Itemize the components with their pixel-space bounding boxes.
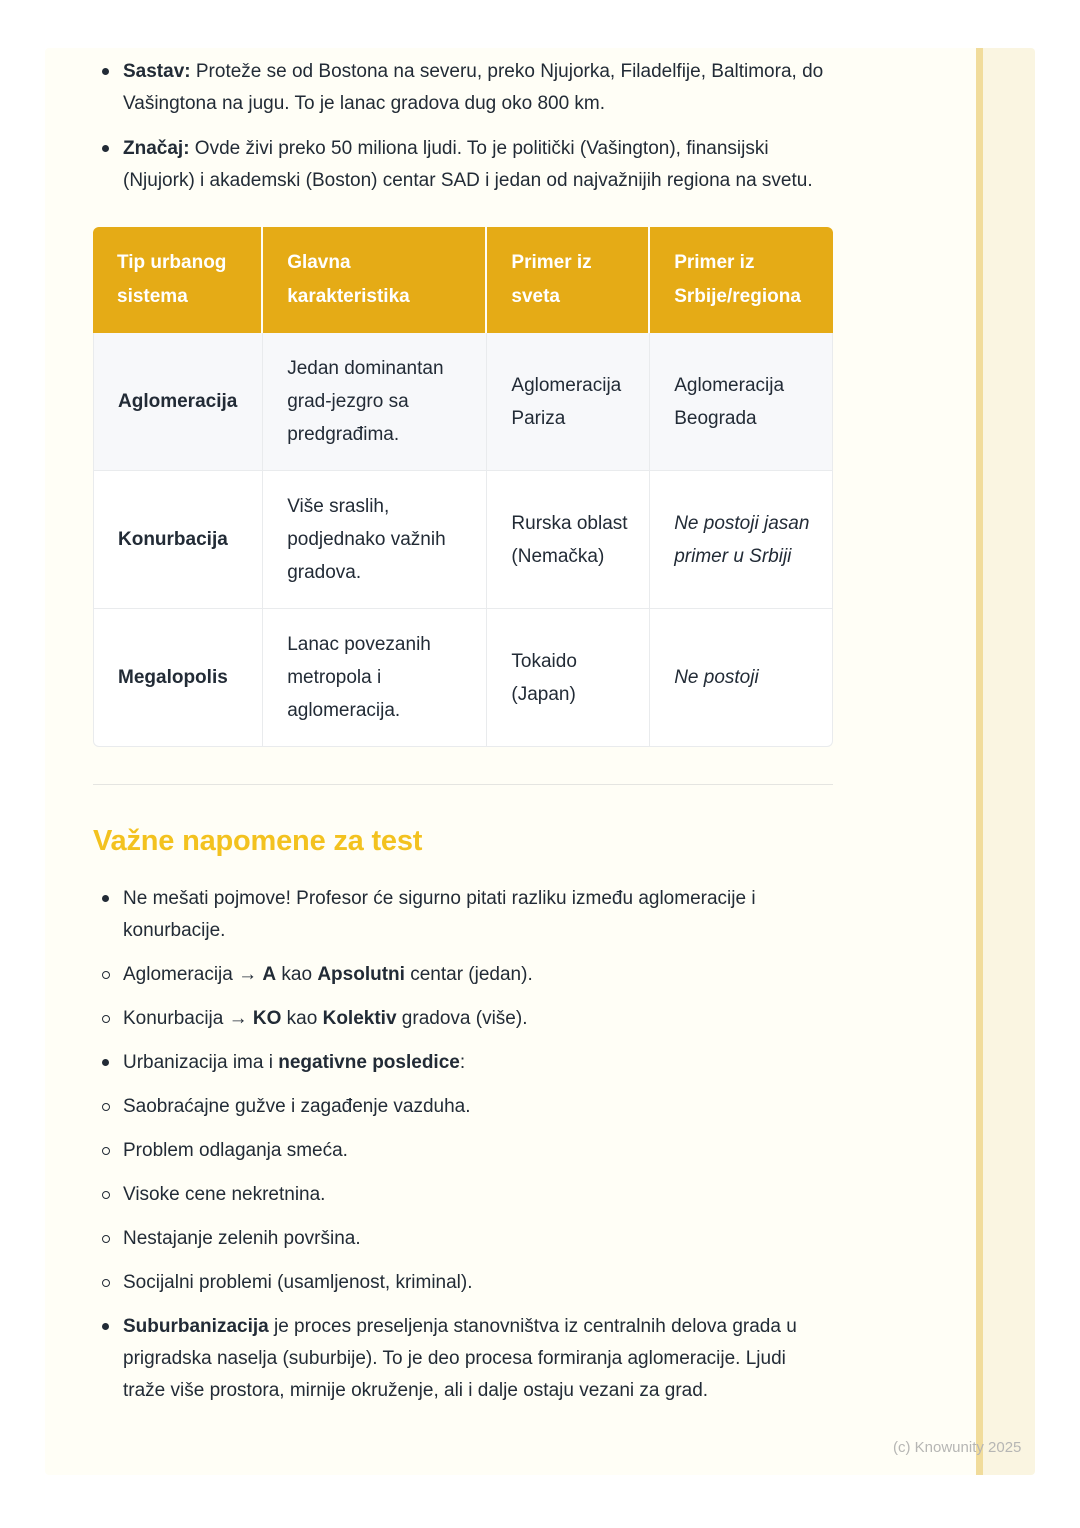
urban-type-cell: Megalopolis bbox=[93, 609, 263, 747]
bullet-icon bbox=[102, 145, 109, 152]
col-header-world-example: Primer iz sveta bbox=[487, 227, 650, 333]
characteristic-cell: Jedan dominantan grad-jezgro sa predgrađima. bbox=[263, 333, 487, 471]
bullet-icon bbox=[102, 1103, 110, 1111]
world-example-cell: Tokaido (Japan) bbox=[487, 609, 650, 747]
serbia-example-cell: Ne postoji jasan primer u Srbiji bbox=[650, 471, 833, 609]
notes-list bbox=[93, 883, 833, 1407]
urban-type-cell: Aglomeracija bbox=[93, 333, 263, 471]
urban-type-cell: Konurbacija bbox=[93, 471, 263, 609]
note-item bbox=[93, 1003, 833, 1035]
table-row bbox=[93, 609, 833, 747]
urban-systems-table bbox=[93, 227, 833, 747]
document-page bbox=[45, 48, 1035, 1475]
bullet-icon bbox=[102, 1015, 110, 1023]
note-item-text: Visoke cene nekretnina. bbox=[123, 1184, 326, 1205]
note-item bbox=[93, 1135, 833, 1167]
table-row bbox=[93, 333, 833, 471]
bullet-icon bbox=[102, 68, 109, 75]
note-item-text: Problem odlaganja smeća. bbox=[123, 1140, 348, 1161]
world-example-cell: Rurska oblast (Nemačka) bbox=[487, 471, 650, 609]
col-header-serbia-example: Primer iz Srbije/regiona bbox=[650, 227, 833, 333]
intro-item-text: Sastav: Proteže se od Bostona na severu, preko Njujorka, Filadelfije, Baltimora, do Vašingtona na jugu. To je lanac gradova dug oko 800 km. bbox=[123, 61, 824, 114]
watermark-text: (c) Knowunity 2025 bbox=[893, 1439, 1022, 1456]
table-header-row bbox=[93, 227, 833, 333]
note-item-text: Saobraćajne gužve i zagađenje vazduha. bbox=[123, 1096, 471, 1117]
page-accent-band bbox=[983, 48, 1035, 1475]
note-item-text: Ne mešati pojmove! Profesor će sigurno pitati razliku između aglomeracije i konurbacije. bbox=[123, 888, 756, 941]
note-item-text: Aglomeracija → A kao Apsolutni centar (jedan). bbox=[123, 964, 533, 985]
intro-item-text: Značaj: Ovde živi preko 50 miliona ljudi. To je politički (Vašington), finansijski (Njujork) i akademski (Boston) centar SAD i jedan od najvažnijih regiona na svetu. bbox=[123, 138, 813, 191]
note-item bbox=[93, 1047, 833, 1079]
intro-item bbox=[93, 133, 833, 197]
note-item-text: Urbanizacija ima i negativne posledice: bbox=[123, 1052, 466, 1073]
col-header-urban-type: Tip urbanog sistema bbox=[93, 227, 263, 333]
bullet-icon bbox=[102, 971, 110, 979]
characteristic-cell: Više sraslih, podjednako važnih gradova. bbox=[263, 471, 487, 609]
table-header bbox=[93, 227, 833, 333]
notes-heading: Važne napomene za test bbox=[93, 825, 423, 857]
note-item bbox=[93, 1311, 833, 1407]
note-item bbox=[93, 1091, 833, 1123]
page-accent-stripe bbox=[976, 48, 983, 1475]
bullet-icon bbox=[102, 1191, 110, 1199]
bullet-icon bbox=[102, 1235, 110, 1243]
note-item-text: Nestajanje zelenih površina. bbox=[123, 1228, 361, 1249]
characteristic-cell: Lanac povezanih metropola i aglomeracija. bbox=[263, 609, 487, 747]
table-row bbox=[93, 471, 833, 609]
page-content bbox=[93, 56, 833, 1419]
bullet-icon bbox=[102, 1147, 110, 1155]
serbia-example-cell: Ne postoji bbox=[650, 609, 833, 747]
note-item bbox=[93, 883, 833, 947]
col-header-characteristic: Glavna karakteristika bbox=[263, 227, 487, 333]
bullet-icon bbox=[102, 1323, 109, 1330]
note-item bbox=[93, 1267, 833, 1299]
world-example-cell: Aglomeracija Pariza bbox=[487, 333, 650, 471]
note-item bbox=[93, 1223, 833, 1255]
note-item-text: Suburbanizacija je proces preseljenja stanovništva iz centralnih delova grada u prigradska naselja (suburbije). To je deo procesa formiranja aglomeracije. Ljudi traže više prostora, mirnije okruženje, ali i dalje ostaju vezani za grad. bbox=[123, 1316, 797, 1401]
note-item-text: Socijalni problemi (usamljenost, kriminal). bbox=[123, 1272, 473, 1293]
table-body bbox=[93, 333, 833, 747]
bullet-icon bbox=[102, 1059, 109, 1066]
bullet-icon bbox=[102, 1279, 110, 1287]
intro-item bbox=[93, 56, 833, 120]
serbia-example-cell: Aglomeracija Beograda bbox=[650, 333, 833, 471]
note-item-text: Konurbacija → KO kao Kolektiv gradova (više). bbox=[123, 1008, 528, 1029]
section-divider bbox=[93, 784, 833, 785]
note-item bbox=[93, 1179, 833, 1211]
note-item bbox=[93, 959, 833, 991]
intro-list bbox=[93, 56, 833, 197]
bullet-icon bbox=[102, 895, 109, 902]
